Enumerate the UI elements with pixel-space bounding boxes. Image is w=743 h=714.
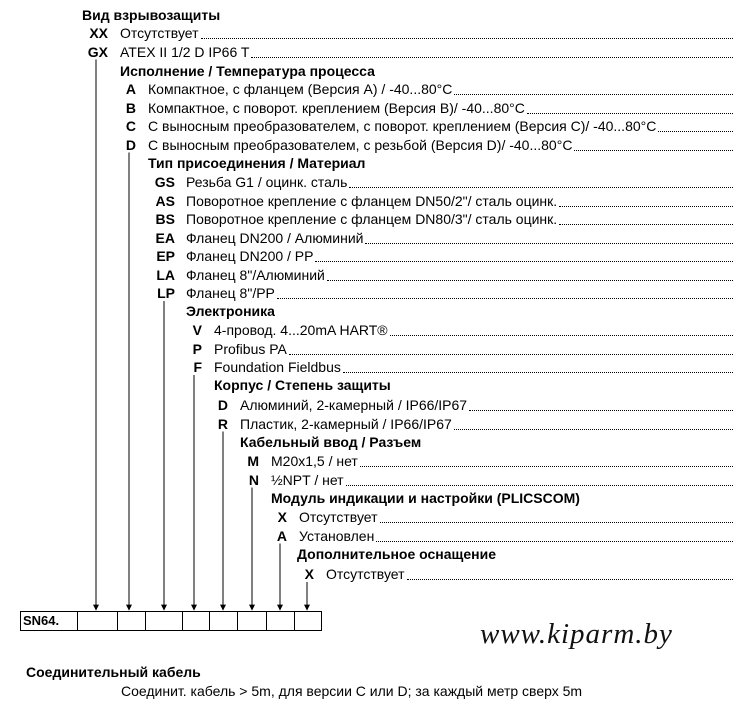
leader-dots (527, 113, 733, 114)
group-title: Корпус / Степень защиты (214, 377, 391, 393)
leader-dots (380, 522, 733, 523)
option-description: Установлен (299, 527, 375, 544)
leader-dots (574, 150, 733, 151)
option-description: Алюминий, 2-камерный / IP66/IP67 (240, 397, 468, 413)
option-description: Отсутствует (299, 509, 378, 525)
leader-dots (346, 485, 733, 486)
leader-dots (454, 94, 733, 95)
leader-dots (365, 243, 733, 244)
cable-note: Соединит. кабель > 5m, для версии C или D; за каждый метр сверх 5m (121, 683, 583, 699)
option-code: XX (89, 25, 108, 41)
option-description: Фланец 8"/PP (186, 285, 275, 301)
leader-dots (277, 298, 733, 299)
option-description: Отсутствует (326, 566, 405, 582)
cable-title: Соединительный кабель (26, 664, 201, 680)
option-code: R (217, 415, 228, 432)
model-code-prefix: SN64. (23, 613, 60, 628)
option-code: X (277, 509, 287, 525)
option-description: Резьба G1 / оцинк. сталь (186, 174, 348, 190)
option-description: ½NPT / нет (271, 471, 344, 488)
code-position-box (77, 611, 118, 631)
option-code: V (192, 322, 202, 338)
code-position-box (266, 611, 295, 631)
code-position-box (237, 611, 267, 631)
option-code: GS (154, 174, 175, 190)
option-code: N (248, 471, 259, 488)
group-title: Модуль индикации и настройки (PLICSCOM) (271, 490, 580, 506)
leader-dots (658, 131, 733, 132)
option-description: Фланец DN200 / Алюминий (186, 229, 364, 246)
code-position-box (294, 611, 322, 631)
option-description: 4-провод. 4...20mA HART® (214, 322, 388, 338)
option-description: Отсутствует (120, 25, 199, 41)
group-title: Тип присоединения / Материал (148, 155, 366, 171)
option-code: C (125, 118, 136, 134)
group-title: Кабельный ввод / Разъем (240, 434, 422, 450)
leader-dots (251, 57, 733, 58)
group-title: Дополнительное оснащение (297, 546, 496, 562)
leader-dots (559, 206, 733, 207)
option-description: ATEX II 1/2 D IP66 T (120, 43, 250, 60)
option-code: LA (156, 266, 175, 283)
group-title: Исполнение / Температура процесса (120, 63, 375, 79)
option-code: D (217, 397, 228, 413)
option-description: Фланец DN200 / PP (186, 248, 314, 264)
option-code: AS (155, 192, 175, 209)
code-position-box (145, 611, 183, 631)
option-description: Foundation Fieldbus (214, 359, 341, 375)
group-title: Электроника (186, 303, 275, 319)
option-code: F (193, 359, 202, 375)
watermark: www.kiparm.by (480, 618, 673, 650)
option-description: M20x1,5 / нет (271, 453, 358, 469)
code-position-box (182, 611, 210, 631)
option-description: Поворотное крепление с фланцем DN50/2"/ сталь оцинк. (186, 192, 558, 209)
option-code: EA (155, 229, 175, 246)
leader-dots (376, 541, 733, 542)
option-description: Фланец 8"/Алюминий (186, 266, 325, 283)
leader-dots (327, 280, 733, 281)
option-code: D (125, 136, 136, 153)
option-code: X (304, 566, 314, 582)
leader-dots (559, 224, 733, 225)
leader-dots (315, 261, 733, 262)
option-code: EP (156, 248, 175, 264)
option-description: С выносным преобразователем, с резьбой (Версия D)/ -40...80°C (148, 136, 573, 153)
option-code: A (276, 527, 287, 544)
leader-dots (360, 466, 733, 467)
group-title: Вид взрывозащиты (82, 7, 221, 23)
leader-dots (289, 354, 733, 355)
leader-dots (469, 410, 733, 411)
leader-dots (407, 579, 733, 580)
option-description: Поворотное крепление с фланцем DN80/3"/ сталь оцинк. (186, 211, 558, 227)
leader-dots (390, 335, 733, 336)
leader-dots (454, 429, 733, 430)
option-code: B (125, 99, 136, 116)
option-description: Profibus PA (214, 340, 287, 357)
leader-dots (343, 372, 733, 373)
option-code: A (125, 81, 136, 97)
option-code: LP (157, 285, 175, 301)
option-code: BS (155, 211, 175, 227)
option-description: Пластик, 2-камерный / IP66/IP67 (240, 415, 452, 432)
option-description: С выносным преобразователем, с поворот. креплением (Версия C)/ -40...80°C (148, 118, 657, 134)
option-code: P (192, 340, 202, 357)
code-position-box (209, 611, 238, 631)
option-code: M (247, 453, 259, 469)
model-code-prefix-box (20, 611, 78, 631)
leader-dots (201, 38, 733, 39)
option-description: Компактное, с фланцем (Версия A) / -40...80°C (148, 81, 453, 97)
leader-dots (349, 187, 733, 188)
code-position-box (117, 611, 146, 631)
option-code: GX (87, 43, 108, 60)
option-description: Компактное, с поворот. креплением (Версия B)/ -40...80°C (148, 99, 525, 116)
